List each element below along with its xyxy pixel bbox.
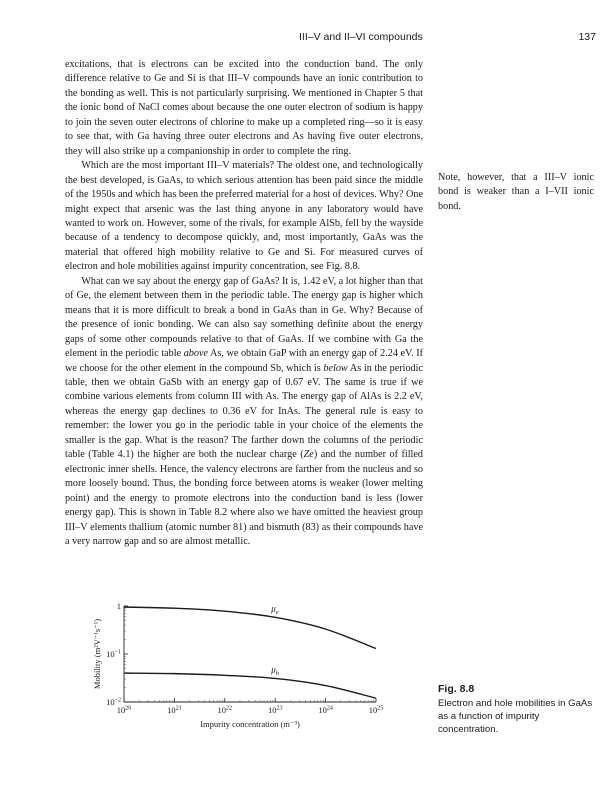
margin-note: Note, however, that a III–V ionic bond is weaker than a I–VII ionic bond.: [438, 172, 594, 212]
y-tick-label: $10^{-1}$: [106, 649, 121, 659]
paragraph-3-part-4: ) and the number of filled electronic inner shells. Hence, the valency electrons are farther from the nucleus and so more loosely bound. Thus, the bonding force between atoms is weaker (lower melting point) and the energy to promote electrons into the conduction band is less (lower energy gap). This is shown in Table 8.2 where also we have omitted the heaviest group III–V elements thallium (atomic number 81) and bismuth (83) as their compounds have a very narrow gap and so are almost metallic.: [65, 449, 424, 547]
paragraph-3-part-1: What can we say about the energy gap of GaAs? It is, 1.42 eV, a lot higher than that of Ge, the element between them in the periodic table. The energy gap is higher which means that it is more difficult to break a bond in GaAs than in Ge. Why? Because of the presence of ionic bonding. We can also say something definite about the energy gaps of some other compounds relative to that of GaAs. If we combine with Ga the element in the periodic table: [65, 275, 423, 360]
x-tick-label: $10^{25}$: [368, 705, 384, 715]
series-line-h: [124, 673, 376, 698]
running-head: III–V and II–VI compounds: [299, 31, 423, 43]
y-tick-label: 1: [116, 601, 121, 611]
figure-8-8: [84, 598, 414, 738]
figure-caption: Electron and hole mobilities in GaAs as a function of impurity concentration.: [438, 698, 593, 736]
symbol-ze: Ze: [303, 449, 314, 461]
emphasis-below: below: [323, 362, 348, 374]
y-tick-label: $10^{-2}$: [106, 697, 121, 707]
x-axis-label: Impurity concentration (m⁻³): [200, 719, 300, 729]
y-axis-label: Mobility (m²V⁻¹s⁻¹): [92, 618, 102, 690]
paragraph-3: [65, 275, 423, 550]
x-tick-label: $10^{22}$: [217, 705, 233, 715]
page-number: 137: [578, 31, 596, 43]
x-tick-label: $10^{24}$: [318, 705, 333, 715]
paragraph-1: excitations, that is electrons can be excited into the conduction band. The only difference relative to Ge and Si is that III–V compounds have an ionic contribution to the bonding as well. This is not particularly surprising. We mentioned in Chapter 5 that the ionic bond of NaCl comes about because the one outer electron of sodium is happy to join the seven outer electrons of chlorine to make up a completed ring—so it is easy to see that, with Ga having three outer electrons and As having five outer electrons, they will also strike up a companionship in order to complete the ring.: [65, 59, 423, 157]
x-tick-label: $10^{21}$: [167, 705, 182, 715]
paragraph-3-part-3: As in the periodic table, then we obtain GaSb with an energy gap of 0.67 eV. The same is true if we combine various elements from column III with As. The energy gap of AlAs is 2.2 eV, whereas the energy gap declines to 0.36 eV for InAs. The general rule is easy to remember: the lower you go in the periodic table in your choice of the elements the smaller is the gap. What is the reason? The farther down the columns of the periodic table (Table 4.1) the higher are both the nuclear charge (: [65, 362, 423, 461]
series-label-h: $\mu_h$: [271, 664, 279, 677]
x-tick-label: $10^{20}$: [116, 705, 132, 715]
series-line-e: [124, 607, 376, 648]
emphasis-above: above: [183, 348, 209, 360]
mobility-chart: [84, 598, 414, 738]
paragraph-3-part-2: As, we obtain GaP with an energy gap of 2.24 eV. If we choose for the other element in the compound Sb, which is: [65, 348, 423, 374]
main-text-column: [65, 58, 423, 549]
paragraph-2: Which are the most important III–V materials? The oldest one, and technologically the best developed, is GaAs, to which serious attention has been paid since the middle of the 1950s and which has been the preferred material for a host of devices. Why? One might expect that arsenic was the last thing anyone in any laboratory would have wanted to work on. However, some of the rivals, for example AlSb, fell by the wayside because of a tendency to decompose quickly, and, most importantly, GaAs was the material that offered high mobility relative to Ge and Si. For measured curves of electron and hole mobilities against impurity concentration, see Fig. 8.8.: [65, 160, 423, 273]
x-tick-label: $10^{23}$: [267, 705, 283, 715]
figure-label: Fig. 8.8: [438, 683, 475, 695]
series-label-e: $\mu_e$: [271, 603, 279, 616]
